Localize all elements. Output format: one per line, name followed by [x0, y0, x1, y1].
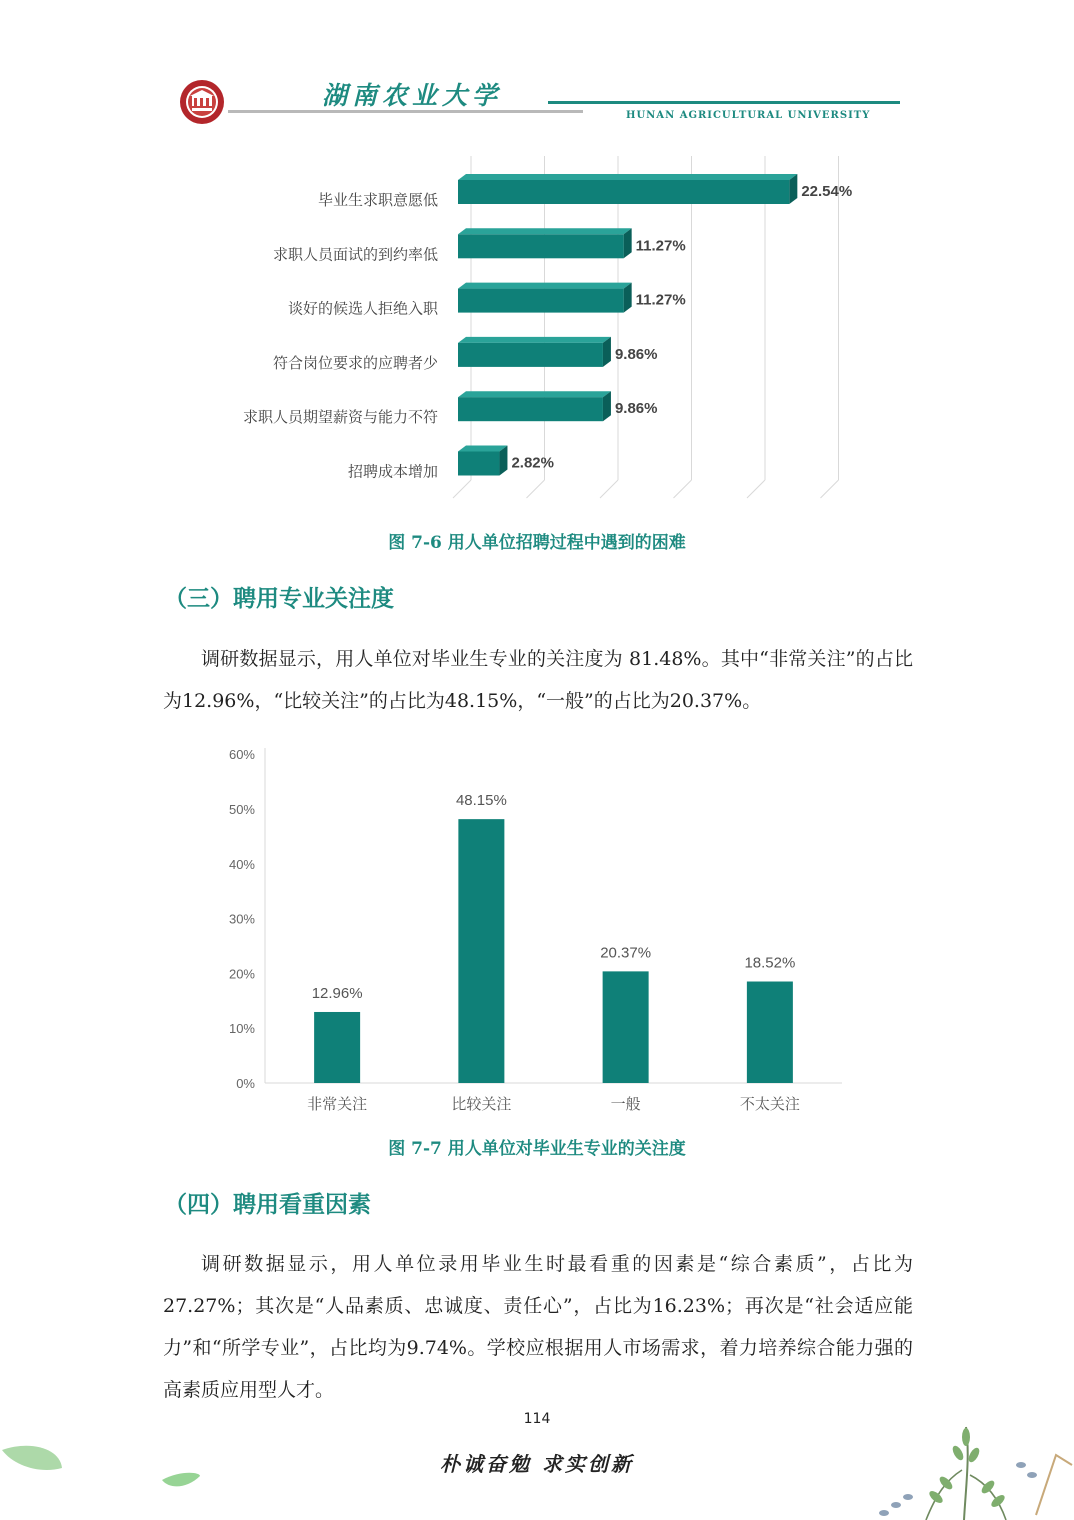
data-label: 9.86% [614, 400, 658, 418]
bar-top [458, 446, 507, 452]
category-label: 符合岗位要求的应聘者少 [272, 354, 438, 372]
y-tick-label: 50% [228, 802, 255, 817]
paragraph-text: 调研数据显示，用人单位录用毕业生时最看重的因素是“综合素质”，占比为27.27%；其次是“人品素质、忠诚度、责任心”，占比为16.23%；再次是“社会适应能力”和“所学专业”，占比均为9.74%。学校应根据用人市场需求，着力培养综合能力强的高素质应用型人才。 [163, 1253, 913, 1401]
bar [747, 982, 793, 1083]
bar-top [458, 391, 611, 397]
bar [458, 343, 603, 367]
figure-7-6-caption: 图 7-6 用人单位招聘过程中遇到的困难 [388, 533, 686, 553]
bar [458, 819, 504, 1083]
data-label: 9.86% [614, 345, 658, 363]
chart-recruitment-difficulties [200, 150, 880, 510]
university-name-cn: 湖南农业大学 [322, 81, 503, 110]
category-label: 毕业生求职意愿低 [317, 192, 438, 209]
gridline-foot [527, 480, 545, 498]
section-heading-4: （四）聘用看重因素 [164, 1192, 371, 1218]
bar [458, 289, 624, 313]
data-label: 11.27% [635, 291, 686, 309]
category-label: 比较关注 [451, 1096, 512, 1113]
figure-7-7-caption: 图 7-7 用人单位对毕业生专业的关注度 [388, 1139, 686, 1159]
y-tick-label: 10% [228, 1021, 255, 1037]
data-label: 18.52% [744, 954, 796, 972]
data-label: 22.54% [801, 183, 853, 200]
category-label: 求职人员期望薪资与能力不符 [242, 409, 438, 427]
leaf-decoration-icon [0, 1440, 210, 1520]
footer-motto: 朴诚奋勉 求实创新 [440, 1452, 634, 1476]
data-label: 11.27% [635, 237, 686, 255]
page-number: 114 [523, 1411, 551, 1427]
university-seal-icon [178, 78, 226, 126]
bar-top [458, 283, 632, 289]
y-tick-label: 30% [228, 911, 255, 927]
category-label: 谈好的候选人拒绝入职 [287, 300, 438, 318]
y-tick-label: 0% [236, 1076, 255, 1091]
category-label: 一般 [610, 1096, 641, 1113]
bar [458, 234, 624, 258]
y-tick-label: 60% [228, 747, 255, 763]
category-label: 不太关注 [739, 1096, 800, 1113]
paragraph-text: 调研数据显示，用人单位对毕业生专业的关注度为 81.48%。其中“非常关注”的占比为12.96%，“比较关注”的占比为48.15%，“一般”的占比为20.37%。 [163, 648, 913, 712]
section-3-paragraph [163, 638, 913, 722]
bar [458, 397, 603, 421]
data-label: 12.96% [311, 984, 363, 1002]
gridline-foot [453, 480, 471, 498]
category-label: 招聘成本增加 [347, 463, 438, 481]
header-rule-right [548, 101, 900, 104]
gridline-foot [674, 480, 692, 498]
university-name-en: HUNAN AGRICULTURAL UNIVERSITY [626, 110, 871, 121]
y-tick-label: 20% [228, 966, 255, 982]
data-label: 2.82% [511, 454, 555, 472]
section-4-paragraph [163, 1243, 913, 1411]
gridline-foot [600, 480, 618, 498]
category-label: 求职人员面试的到约率低 [272, 246, 438, 264]
bar [603, 971, 649, 1083]
bar [458, 452, 499, 476]
bar [314, 1012, 360, 1083]
bar-top [458, 337, 611, 343]
bar-top [458, 174, 797, 180]
y-tick-label: 40% [228, 856, 255, 872]
category-label: 非常关注 [307, 1096, 368, 1113]
data-label: 48.15% [455, 792, 507, 810]
gridline-foot [821, 480, 839, 498]
section-heading-3: （三）聘用专业关注度 [164, 586, 394, 612]
chart-major-attention [200, 740, 860, 1120]
plant-decoration-icon [866, 1425, 1074, 1520]
bar [458, 180, 789, 204]
gridline-foot [747, 480, 765, 498]
data-label: 20.37% [600, 944, 652, 962]
bar-top [458, 228, 632, 234]
